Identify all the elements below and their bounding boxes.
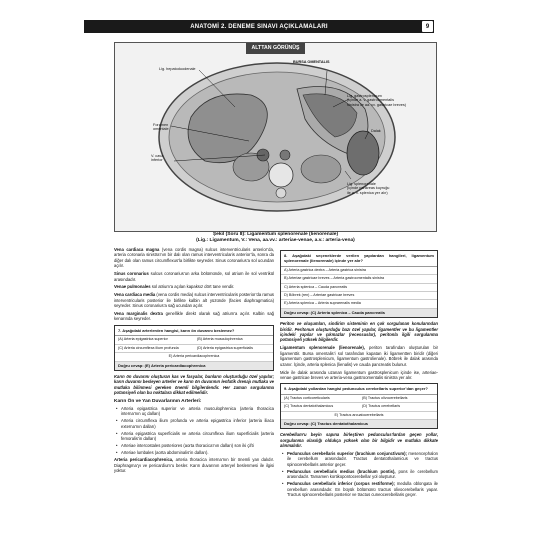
question-text: 7. Aşağıdaki arterlerden hangisi, karın ön duvarını beslemez? (115, 326, 273, 336)
section-heading: Karın Ön ve Yan Duvarlarının Arterleri: (114, 398, 202, 404)
label-foramen-omentale: Foramen omentale (153, 123, 169, 132)
option: E) Arteria pericardiacophrenica (115, 353, 273, 361)
correct-answer: Doğru cevap: (C) Tractus dentatothalamicus (281, 420, 437, 428)
page-number: 9 (422, 21, 433, 32)
option: C) Arteria splenica – Cauda pancreatis (281, 284, 437, 292)
question-options (281, 395, 437, 420)
option: (A) Arteria epigastrica superior (115, 336, 194, 344)
label-v-cava-inferior: V. cava inferior (151, 154, 164, 163)
paragraph: Sinus coronarius sulcus coronarius’un arka bölümünde, sol atrium ile sol ventrikül arasındadır. (114, 271, 274, 282)
option: (A) Tractus corticoreticularis (281, 395, 359, 403)
label-lig-gastrosplenicum: Lig. gastrosplenicum (içinde a. v. gastroomentalis sinistra ile aa. vv. gastricae breves) (347, 94, 407, 107)
page-header-title: ANATOMİ 2. DENEME SINAVI AÇIKLAMALARI (190, 23, 328, 30)
question-text: 8. Aşağıdaki seçeneklerde verilen yapılardan hangileri, ligamentum splenorenale (lienorenale) içinde yer alır? (281, 251, 437, 267)
page-header (84, 20, 434, 33)
left-column (114, 247, 274, 476)
list-item: • Pedunculus cerebellaris inferior (corpus restiforme); medulla oblongata ile cerebellum arasındadır. En büyük bölümünü tractus olivocerebellaris yapar. Tractus spinocerebellaris posterior ve tractus cuneocerebellaris geçer. (280, 481, 438, 497)
list-item: • Arteria epigastrica superior ve arteria musculophrenica (arteria thoracica interna’nın uç dalları) (114, 406, 274, 417)
important-note: Karın ön duvarını oluşturan kas ve fasyalar, bunların oluşturduğu özel yapılar; karın duvarını besleyen arterler ve karın ön duvarının lenfatik drenajı mutlaka ve mutlaka bilinmesi gereken önemli bilgilerdendir. Her zaman sorgulanma potansiyeli olan bu noktalara dikkat edilmelidir. (114, 373, 274, 396)
important-note: Cerebellum’u beyin sapına birleştiren pedunculus’lardan geçen yollar, sorgulanma olasılığı oldukça yüksek olan bir bilgidir ve mutlaka dikkate alınmalıdır. (280, 432, 438, 449)
label-lig-hepatoduodenale: Lig. hepatoduodenale (159, 67, 196, 71)
question-7-box (114, 325, 274, 371)
peduncle-list (280, 451, 438, 497)
right-column (280, 247, 438, 499)
list-item: • Pedunculus cerebellaris superior (brachium conjunctivum); mesencephalon ile cerebellum arasındadır. Tractus dentatothalamicus ve tractus spinocerebellaris anterior geçer. (280, 451, 438, 467)
question-8-box (280, 250, 438, 318)
paragraph: Ligamentum splenorenale (lienorenale), periton tarafından oluşturulan bir ligamenttir. Bursa omentalis’i sol tarafından kapatan iki ligamentten biridir (diğeri ligamentum gastrosplenicum, ligamentum gastrolienale). Böbrek ile dalak arasında uzanır. İçinde, arteria splenica (lienalis) ve cauda pancreatis bulunur. (280, 345, 438, 367)
list-item: • Arteria epigastrica superficialis ve arteria circumflexa ilium superficialis (arteria femoralis’in dalları) (114, 431, 274, 442)
figure-view-title: ALTTAN GÖRÜNÜŞ (115, 43, 436, 54)
question-9-box (280, 383, 438, 429)
paragraph: Vena marginalis dextra genellikle direkt olarak sağ atrium’a açılır. Kalbin sağ kenarında seyreder. (114, 311, 274, 322)
important-note: Periton ve oluşumları, sindirim sisteminin en çok sorgulanan konularından biridir. Peritonun oluşturduğu bazı özel yapılar, ligamentler ve bu ligamentler içindeki yapılar ve çıkmazlar (recessuslar), peritonla ilgili sorgulanma potansiyeli yüksek bilgilerdir. (280, 321, 438, 343)
option: (C) Tractus dentatothalamicus (281, 403, 359, 411)
figure-caption: Şekil (Soru 8): Ligamentum splenorenale (lienorenale) (Lig.: Ligamentum, V.: Vena, aa.vv.: arteriae-venae, a.v.: arteria-vena) (196, 232, 355, 243)
paragraph: Arteria pericardiacophrenica, arteria thoracica interna’nın bir önemli yan dalıdır. Diaphragma’yı ve pericardium’u besler. Karın duvarının arteryel beslenmesi ile ilgisi yoktur. (114, 457, 275, 473)
paragraph: Vena cardiaca magna (vena cordis magna) sulcus interventricularis anterior’da, arteria coronaria sinistra’nın bir dalı olan ramus interventricularis anterior’la, sonra da diğer dalı olan ramus circumflexus’la birlikte seyreder. Sinus coronarius’a sol ucundan açılır. (114, 247, 274, 269)
label-bursa-omentalis: BURSA OMENTALIS (293, 60, 330, 64)
option: A) Arteria gastrica dextra – Arteria gastrica sinistra (281, 267, 437, 275)
label-lig-splenorenale: Lig. splenorenale (içinde pankreas kuyruğu ile a. v. splenica yer alır) (347, 182, 390, 195)
list-item: • Pedunculus cerebellaris medius (brachium pontis), pons ile cerebellum arasındadır. Tamamen kortikopontocerebellar yol oluşturur. (280, 469, 438, 480)
option: E) Tractus arcuatocerebellaris (281, 412, 437, 420)
option: (D) Arteria epigastrica superficialis (194, 345, 273, 353)
option: D) Böbrek (ren) – Arteriae gastricae breves (281, 292, 437, 300)
question-options (281, 267, 437, 309)
paragraph: Venae pulmonales sol atrium’a açılan kapaksız dört tane vendir. (114, 284, 235, 290)
option: E) Arteria splenica – Arteria suprarenalis media (281, 300, 437, 308)
option: B) Arteriae gastricae breves – Arteria gastroomentalis sinistra (281, 275, 437, 283)
paragraph: Mide ile dalak arasında uzanan ligamentum gastrosplenicum içinde ise, arteriae-venae gastricae breves ve arteria-vena gastroomentalis sinistra yer alır. (280, 369, 438, 380)
list-item: • Arteriae intercostales posteriores (aorta thoracica’nın dalları) son iki çifti (114, 443, 274, 448)
list-item: • Arteria circumflexa ilium profunda ve arteria epigastrica inferior (arteria iliaca externa’nın dalları) (114, 418, 274, 429)
question-options (115, 336, 273, 361)
correct-answer: Doğru cevap: (C) Arteria splenica – Cauda pancreatis (281, 309, 437, 317)
question-text: 9. Aşağıdaki yollardan hangisi pedunculus cerebellaris superior’dan geçer? (281, 384, 437, 394)
option: (D) Tractus cerebellaris (359, 403, 437, 411)
anatomy-figure (114, 42, 437, 232)
option: (B) Arteria musculophrenica (194, 336, 273, 344)
list-item: • Arteriae lumbales (aorta abdominalis’in dalları). (114, 450, 274, 455)
correct-answer: Doğru cevap: (E) Arteria pericardiacophrenica (115, 362, 273, 370)
paragraph: Vena cardiaca media (vena cordis media) sulcus interventricularis posterior’da ramus interventricularis posterior ile birlikte kalbin alt yüzünde (facies diaphragmatica) seyreder. Sinus coronarius’a sağ ucundan açılır. (114, 292, 274, 309)
option: (B) Tractus olivocerebellaris (359, 395, 437, 403)
label-dalak: Dalak (371, 129, 381, 133)
artery-list (114, 406, 274, 455)
option: (C) Arteria circumflexa ilium profunda (115, 345, 194, 353)
